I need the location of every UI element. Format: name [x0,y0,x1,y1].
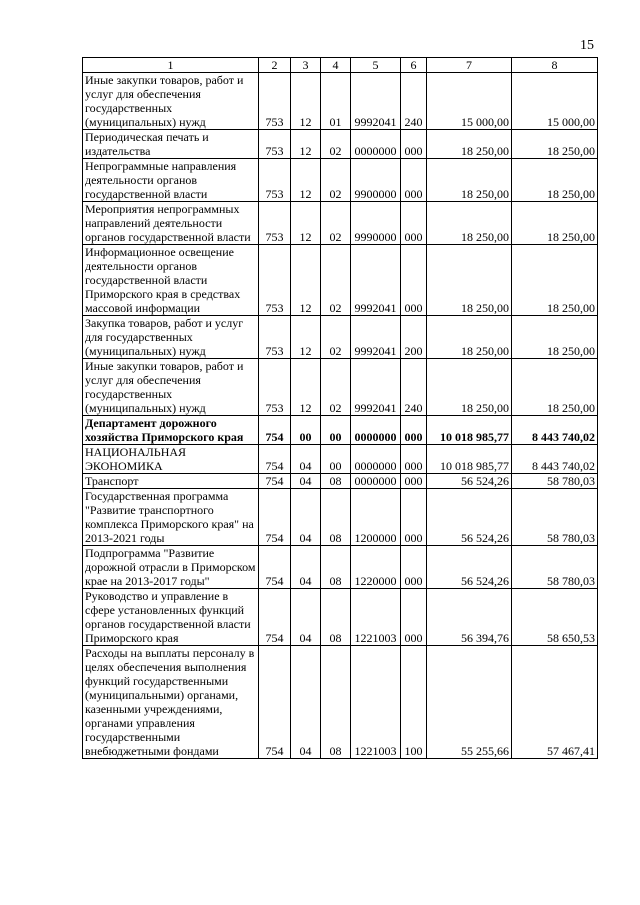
cell-amount-year-2: 18 250,00 [512,202,598,245]
cell-expense-type-code: 000 [401,416,427,445]
cell-amount-year-2: 58 650,53 [512,589,598,646]
cell-target-code: 9992041 [351,245,401,316]
cell-expense-type-code: 100 [401,646,427,759]
row-label: Государственная программа "Развитие транспортного комплекса Приморского края" на 2013-2021 годы [83,489,259,546]
cell-amount-year-2: 8 443 740,02 [512,445,598,474]
table-row [83,359,598,416]
cell-ministry-code: 754 [259,589,291,646]
page-number: 15 [580,38,594,53]
cell-section-code: 04 [291,445,321,474]
column-header: 7 [427,58,512,73]
cell-amount-year-2: 58 780,03 [512,546,598,589]
cell-target-code: 9992041 [351,359,401,416]
cell-amount-year-2: 18 250,00 [512,130,598,159]
column-header: 4 [321,58,351,73]
cell-amount-year-2: 18 250,00 [512,359,598,416]
cell-section-code: 00 [291,416,321,445]
cell-subsection-code: 08 [321,474,351,489]
cell-section-code: 04 [291,589,321,646]
row-label: Информационное освещение деятельности органов государственной власти Приморского края в средствах массовой информации [83,245,259,316]
cell-target-code: 1221003 [351,589,401,646]
cell-amount-year-1: 55 255,66 [427,646,512,759]
table-row [83,445,598,474]
cell-ministry-code: 753 [259,359,291,416]
cell-target-code: 9992041 [351,73,401,130]
cell-section-code: 12 [291,316,321,359]
cell-ministry-code: 753 [259,245,291,316]
cell-amount-year-1: 18 250,00 [427,359,512,416]
cell-subsection-code: 02 [321,316,351,359]
cell-subsection-code: 02 [321,159,351,202]
cell-section-code: 12 [291,245,321,316]
table-header-row [83,58,598,73]
cell-ministry-code: 754 [259,445,291,474]
cell-amount-year-1: 56 524,26 [427,489,512,546]
row-label: Подпрограмма "Развитие дорожной отрасли в Приморском крае на 2013-2017 годы" [83,546,259,589]
cell-amount-year-2: 57 467,41 [512,646,598,759]
cell-amount-year-2: 15 000,00 [512,73,598,130]
cell-section-code: 04 [291,489,321,546]
row-label: Расходы на выплаты персоналу в целях обеспечения выполнения функций государственными (муниципальными) органами, казенными учреждениями, органами управления государственными внебюджетными фондами [83,646,259,759]
table-row [83,646,598,759]
cell-ministry-code: 754 [259,646,291,759]
column-header: 8 [512,58,598,73]
table-row [83,546,598,589]
cell-expense-type-code: 000 [401,474,427,489]
cell-amount-year-1: 18 250,00 [427,316,512,359]
cell-amount-year-1: 10 018 985,77 [427,416,512,445]
cell-subsection-code: 08 [321,546,351,589]
cell-expense-type-code: 000 [401,589,427,646]
column-header: 3 [291,58,321,73]
cell-ministry-code: 754 [259,489,291,546]
cell-ministry-code: 753 [259,130,291,159]
table-row [83,73,598,130]
cell-subsection-code: 01 [321,73,351,130]
cell-target-code: 0000000 [351,416,401,445]
cell-subsection-code: 02 [321,130,351,159]
cell-amount-year-2: 18 250,00 [512,159,598,202]
cell-subsection-code: 08 [321,646,351,759]
cell-target-code: 0000000 [351,474,401,489]
table-row [83,159,598,202]
table-row [83,245,598,316]
cell-expense-type-code: 000 [401,202,427,245]
cell-amount-year-1: 56 524,26 [427,474,512,489]
row-label: Транспорт [83,474,259,489]
budget-table [82,57,598,759]
cell-target-code: 1221003 [351,646,401,759]
row-label: Руководство и управление в сфере установленных функций органов государственной власти Приморского края [83,589,259,646]
column-header: 2 [259,58,291,73]
cell-section-code: 12 [291,159,321,202]
cell-section-code: 12 [291,202,321,245]
cell-amount-year-1: 18 250,00 [427,130,512,159]
cell-subsection-code: 02 [321,245,351,316]
row-label: Непрограммные направления деятельности органов государственной власти [83,159,259,202]
table-row [83,202,598,245]
cell-ministry-code: 753 [259,202,291,245]
cell-target-code: 9990000 [351,202,401,245]
row-label: Закупка товаров, работ и услуг для государственных (муниципальных) нужд [83,316,259,359]
column-header: 6 [401,58,427,73]
cell-amount-year-2: 58 780,03 [512,474,598,489]
cell-ministry-code: 754 [259,546,291,589]
cell-target-code: 9992041 [351,316,401,359]
row-label: Иные закупки товаров, работ и услуг для обеспечения государственных (муниципальных) нужд [83,359,259,416]
column-header: 5 [351,58,401,73]
cell-target-code: 1200000 [351,489,401,546]
cell-amount-year-1: 10 018 985,77 [427,445,512,474]
cell-subsection-code: 08 [321,589,351,646]
row-label: Иные закупки товаров, работ и услуг для обеспечения государственных (муниципальных) нужд [83,73,259,130]
table-row [83,589,598,646]
table-body [83,73,598,759]
cell-ministry-code: 753 [259,159,291,202]
cell-expense-type-code: 000 [401,546,427,589]
cell-expense-type-code: 000 [401,445,427,474]
cell-amount-year-2: 8 443 740,02 [512,416,598,445]
cell-amount-year-1: 56 394,76 [427,589,512,646]
table-row [83,130,598,159]
table-row [83,416,598,445]
cell-amount-year-1: 18 250,00 [427,202,512,245]
cell-subsection-code: 00 [321,416,351,445]
cell-ministry-code: 754 [259,474,291,489]
cell-section-code: 12 [291,73,321,130]
cell-expense-type-code: 240 [401,359,427,416]
cell-ministry-code: 753 [259,316,291,359]
cell-amount-year-1: 18 250,00 [427,159,512,202]
cell-expense-type-code: 000 [401,489,427,546]
cell-section-code: 04 [291,546,321,589]
cell-subsection-code: 00 [321,445,351,474]
cell-expense-type-code: 000 [401,159,427,202]
cell-amount-year-1: 18 250,00 [427,245,512,316]
cell-section-code: 12 [291,359,321,416]
cell-amount-year-1: 15 000,00 [427,73,512,130]
column-header: 1 [83,58,259,73]
row-label: Периодическая печать и издательства [83,130,259,159]
cell-amount-year-2: 18 250,00 [512,245,598,316]
cell-target-code: 0000000 [351,130,401,159]
cell-subsection-code: 02 [321,202,351,245]
table-row [83,474,598,489]
cell-expense-type-code: 000 [401,245,427,316]
cell-amount-year-2: 18 250,00 [512,316,598,359]
cell-section-code: 04 [291,646,321,759]
cell-section-code: 12 [291,130,321,159]
row-label: Мероприятия непрограммных направлений деятельности органов государственной власти [83,202,259,245]
cell-expense-type-code: 000 [401,130,427,159]
cell-amount-year-2: 58 780,03 [512,489,598,546]
cell-expense-type-code: 200 [401,316,427,359]
cell-ministry-code: 754 [259,416,291,445]
table-row [83,316,598,359]
cell-section-code: 04 [291,474,321,489]
table-row [83,489,598,546]
cell-subsection-code: 02 [321,359,351,416]
cell-target-code: 0000000 [351,445,401,474]
cell-target-code: 9900000 [351,159,401,202]
cell-target-code: 1220000 [351,546,401,589]
cell-ministry-code: 753 [259,73,291,130]
row-label: НАЦИОНАЛЬНАЯ ЭКОНОМИКА [83,445,259,474]
row-label: Департамент дорожного хозяйства Приморского края [83,416,259,445]
cell-expense-type-code: 240 [401,73,427,130]
cell-subsection-code: 08 [321,489,351,546]
cell-amount-year-1: 56 524,26 [427,546,512,589]
